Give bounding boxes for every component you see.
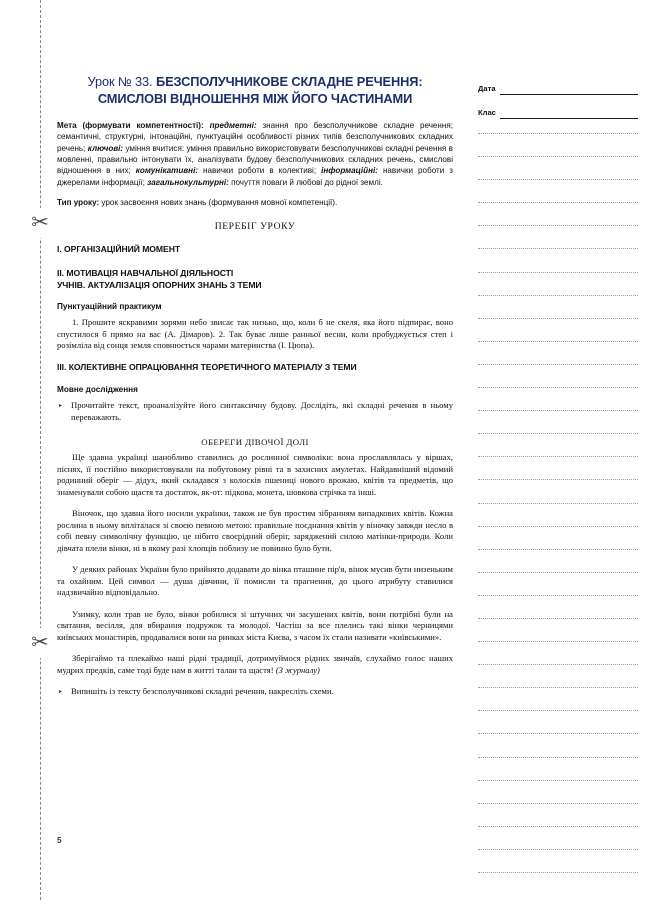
goal-key-label: ключові: [85, 143, 124, 153]
lesson-goal [57, 120, 453, 188]
lesson-type-label: Тип уроку: [57, 198, 100, 208]
lesson-content-column [57, 74, 453, 708]
note-line[interactable] [478, 549, 638, 550]
note-line[interactable] [478, 202, 638, 203]
date-field-row[interactable] [478, 76, 638, 95]
note-line[interactable] [478, 687, 638, 688]
story-paragraph-5-text: Зберігаймо та плекаймо наші рідні традиції, дотримуймося рідних звичаїв, слухаймо голос наших мудрих предків, саме тоді буде нам в житті талан та щастя! [57, 653, 453, 675]
note-line[interactable] [478, 733, 638, 734]
language-research-title: Мовне дослідження [57, 385, 138, 395]
note-line[interactable] [478, 433, 638, 434]
language-research-task [57, 400, 453, 423]
goal-informational-text: навички роботи з джерелами інформації; [57, 166, 453, 187]
class-input-rule[interactable] [500, 117, 638, 119]
note-line[interactable] [478, 618, 638, 619]
note-line[interactable] [478, 364, 638, 365]
note-line[interactable] [478, 479, 638, 480]
note-line[interactable] [478, 872, 638, 873]
section-motivation [57, 268, 453, 291]
goal-informational-label: інформаційні: [316, 166, 378, 176]
goal-communicative-text: навички роботи в колективі; [198, 166, 317, 176]
note-line[interactable] [478, 341, 638, 342]
lesson-title-line2: СМИСЛОВІ ВІДНОШЕННЯ МІЖ ЙОГО ЧАСТИНАМИ [97, 90, 413, 106]
story-paragraph-3: У деяких районах України було прийнято додавати до вінка пташине пір'я, вінок мусив бути низеньким та охайним. Цей символ — душа дівчини, її помисли та прагнення, до цього атрибуту ставилися надзвичайно відповідально. [57, 564, 453, 598]
note-line[interactable] [478, 295, 638, 296]
note-line[interactable] [478, 826, 638, 827]
goal-label: Мета (формувати компетентності): [57, 121, 204, 130]
story-title: ОБЕРЕГИ ДІВОЧОЇ ДОЛІ [201, 437, 309, 448]
note-line[interactable] [478, 849, 638, 850]
scissors-icon-top: ✂ [25, 208, 55, 238]
story-source: (З журналу) [275, 664, 320, 675]
note-line[interactable] [478, 272, 638, 273]
note-line[interactable] [478, 410, 638, 411]
lesson-type-value: урок засвоєння нових знань (формування мовної компетенції). [99, 198, 338, 208]
note-line[interactable] [478, 133, 638, 134]
note-line[interactable] [478, 664, 638, 665]
note-line[interactable] [478, 710, 638, 711]
class-field-row[interactable] [478, 100, 638, 119]
page-number: 5 [57, 836, 62, 845]
language-research-task-text: Прочитайте текст, проаналізуйте його синтаксичну будову. Дослідіть, які складні речення в ньому переважають. [71, 400, 453, 422]
lesson-number: Урок № 33. [87, 74, 153, 89]
perforation-cut-line [40, 0, 41, 900]
scissors-icon-bottom: ✂ [25, 628, 55, 658]
note-line[interactable] [478, 179, 638, 180]
note-line[interactable] [478, 225, 638, 226]
goal-key-text: уміння вчитися: уміння правильно використовувати безсполучникові складні речення в мовленні, правильно інтонувати їх, аналізувати будову безсполучникових складних речень, смислові відношення в них; [57, 143, 453, 176]
note-line[interactable] [478, 780, 638, 781]
section-motivation-line2: УЧНІВ. АКТУАЛІЗАЦІЯ ОПОРНИХ ЗНАНЬ З ТЕМИ [57, 279, 262, 290]
note-ruled-lines [478, 133, 638, 895]
section-collective-work: III. КОЛЕКТИВНЕ ОПРАЦЮВАННЯ ТЕОРЕТИЧНОГО МАТЕРІАЛУ З ТЕМИ [57, 361, 357, 372]
final-task [57, 686, 453, 698]
class-label: Клас [478, 108, 496, 117]
lesson-type [57, 197, 453, 208]
goal-subject-text: знання про безсполучникове складне речення; семантичні, структурні, інтонаційні, пунктуаційні особливості різних типів безсполучникових складних речень; [57, 121, 453, 153]
note-line[interactable] [478, 526, 638, 527]
notes-fields [478, 76, 638, 124]
story-paragraph-2: Віночок, що здавна його носили українки, також не був простим зібранням випадкових квітів. Кожна рослина в ньому впліталася зі своєю певною метою: правильне поєднання квітів у віночку завжди несло в собі певну символічну функцію, це нібито своєрідний оберіг, заряджений силою матінки-природи. Коли дівчата плели вінки, ні в якому разі хлопців поблизу не повинно було бути. [57, 508, 453, 553]
course-heading: ПЕРЕБІГ УРОКУ [214, 221, 296, 233]
goal-cultural-text: почуття поваги й любові до рідної землі. [228, 177, 383, 187]
final-task-text: Випишіть із тексту безсполучникові складні речення, накресліть схеми. [71, 686, 334, 697]
note-line[interactable] [478, 456, 638, 457]
punctuation-practicum-title: Пунктуаційний практикум [57, 302, 162, 312]
date-input-rule[interactable] [500, 93, 638, 95]
story-paragraph-1: Ще здавна українці шанобливо ставились до рослинної символіки: вона прославлялась у віршах, піснях, її постійно використовували на побутовому рівні та в захисних амулетах. Найдавніший відомий родинний оберіг — дідух, який складався з колосків пшениці нового врожаю, квітів та предметів, що знаменували собою щастя та достаток, як-от: підкова, монета, шовкова стрічка та інші. [57, 452, 453, 497]
final-task-marker-icon: ▸ [59, 688, 63, 695]
note-line[interactable] [478, 803, 638, 804]
note-line[interactable] [478, 572, 638, 573]
lesson-title-line1: БЕЗСПОЛУЧНИКОВЕ СКЛАДНЕ РЕЧЕННЯ: [155, 74, 423, 89]
goal-communicative-label: комунікативні: [130, 166, 199, 176]
section-organizational-moment: I. ОРГАНІЗАЦІЙНИЙ МОМЕНТ [57, 244, 181, 255]
note-line[interactable] [478, 318, 638, 319]
goal-subject-label: предметні: [209, 121, 257, 130]
note-line[interactable] [478, 387, 638, 388]
note-line[interactable] [478, 757, 638, 758]
note-line[interactable] [478, 503, 638, 504]
story-paragraph-4: Узимку, коли трав не було, вінки робилися зі штучних чи засушених квітів, вони потрібні були на сватання, весілля, для вбирання подружок та молодої. Частіш за все плелись такі вінки черницями київських монастирів, продавалися вони на ринках міста Києва, з часом їх стали називати «київськими». [57, 608, 453, 642]
section-motivation-line1: II. МОТИВАЦІЯ НАВЧАЛЬНОЇ ДІЯЛЬНОСТІ [57, 268, 234, 279]
page-title [57, 74, 453, 107]
task-marker-icon: ▸ [59, 402, 63, 409]
note-line[interactable] [478, 248, 638, 249]
goal-cultural-label: загальнокультурні: [144, 177, 229, 187]
date-label: Дата [478, 84, 496, 93]
note-line[interactable] [478, 595, 638, 596]
story-paragraph-5 [57, 653, 453, 676]
punctuation-practicum-text: 1. Прошите яскравими зорями небо звисає так низько, що, коли б не скеля, яка його підпирає, воно спустилося б прямо на вас (А. Дімаров). 2. Так буває лише ранньої весни, коли пробуджується степ і розімліла від сонця земля сповнюється чарами материнства (І. Цюпа). [57, 317, 453, 351]
note-line[interactable] [478, 156, 638, 157]
note-line[interactable] [478, 641, 638, 642]
